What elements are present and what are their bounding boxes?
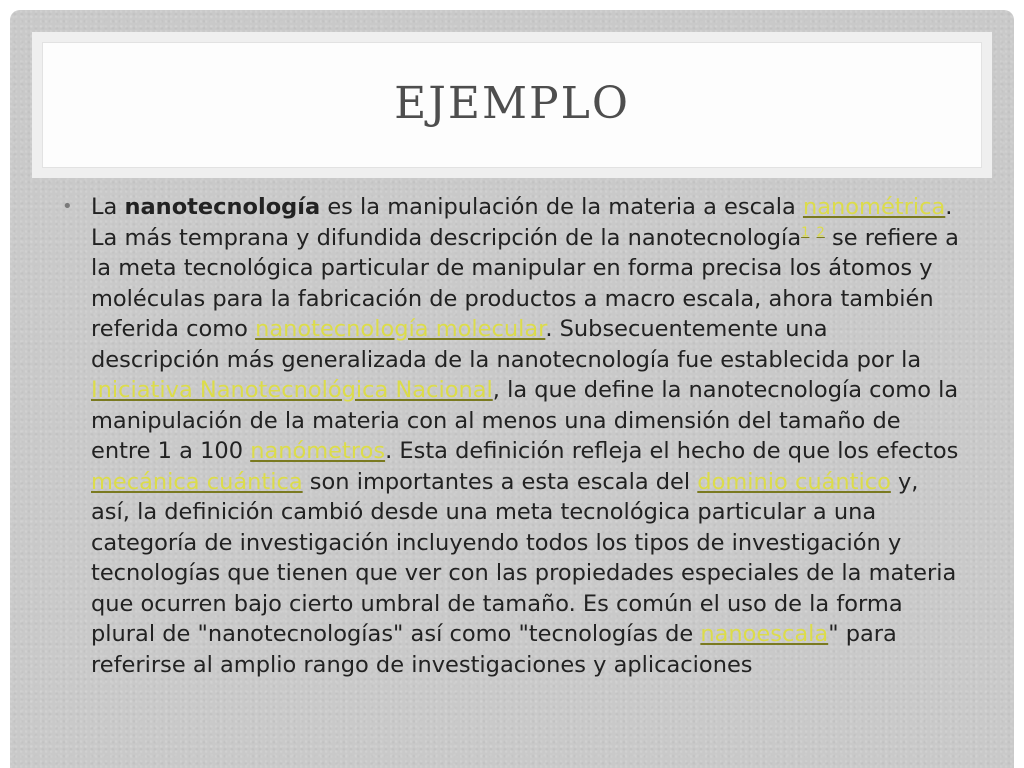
link-nanoescala[interactable]: nanoescala <box>700 621 829 647</box>
link-nanotecnologia-molecular[interactable]: nanotecnología molecular <box>255 316 546 342</box>
link-nanometros[interactable]: nanómetros <box>250 438 386 464</box>
title-box <box>32 32 992 178</box>
text-segment: y, así, la definición cambió desde una meta tecnológica particular a una categoría de investigación incluyendo todos los tipos de investigación y tecnologías que tienen que ver con las propiedades especiales de la materia que ocurren bajo cierto umbral de tamaño. Es común el uso de la forma plural de "nanotecnologías" así como "tecnologías de <box>91 468 957 647</box>
text-segment: " para referirse al amplio rango de investigaciones y aplicaciones <box>91 621 897 678</box>
bullet-icon: • <box>62 196 73 217</box>
text-segment: La <box>91 194 125 220</box>
text-segment: se refiere a la meta tecnológica particular de manipular en forma precisa los átomos y moléculas para la fabricación de productos a macro escala, ahora también referida como <box>91 224 959 342</box>
link-iniciativa-nanotecnologica-nacional[interactable]: Iniciativa Nanotecnológica Nacional <box>91 377 493 403</box>
bold-term: nanotecnología <box>124 194 321 220</box>
reference-link-1[interactable]: 1 <box>801 225 810 240</box>
bullet-paragraph <box>91 192 962 680</box>
link-mecanica-cuantica[interactable]: mecánica cuántica <box>91 468 303 495</box>
text-segment: son importantes a esta escala del <box>302 468 698 495</box>
bullet-item <box>62 192 962 680</box>
text-segment: es la manipulación de la materia a escala <box>320 194 803 220</box>
link-dominio-cuantico[interactable]: dominio cuántico <box>697 468 891 495</box>
text-segment: . La más temprana y difundida descripción de la nanotecnología <box>91 194 953 251</box>
text-segment: , la que define la nanotecnología como la manipulación de la materia con al menos una dimensión del tamaño de entre 1 a 100 <box>91 377 959 464</box>
reference-link-2[interactable]: 2 <box>816 225 825 240</box>
slide-body <box>62 192 962 680</box>
text-segment: . Esta definición refleja el hecho de que los efectos <box>385 438 959 464</box>
text-segment: . Subsecuentemente una descripción más generalizada de la nanotecnología fue establecida por la <box>91 316 922 373</box>
ref-separator <box>809 225 816 251</box>
link-nanometrica[interactable]: nanométrica <box>802 194 946 220</box>
slide-title: EJEMPLO <box>394 78 630 129</box>
